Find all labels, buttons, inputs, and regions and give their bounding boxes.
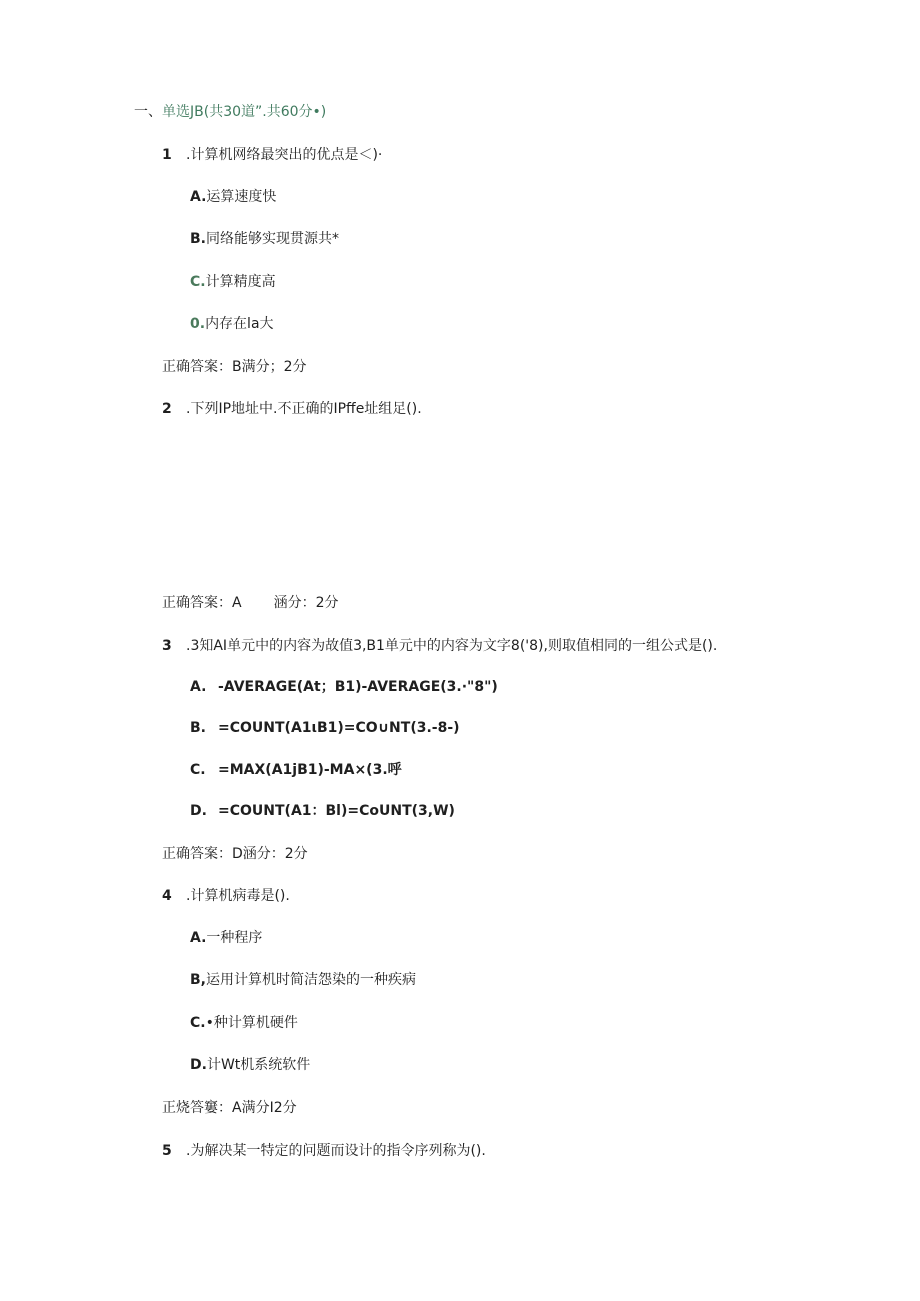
option-text: 计Wt机系统软件	[206, 1057, 311, 1073]
question-3-option-b	[190, 718, 460, 738]
option-text: -AVERAGE(At；B1)-AVERAGE(3.·"8")	[218, 679, 498, 695]
option-text: 计算精度高	[205, 274, 276, 290]
question-text: .计算机网络最突出的优点是＜)·	[186, 147, 383, 163]
question-4-option-d	[190, 1055, 310, 1075]
option-letter: A.	[190, 679, 207, 695]
section-prefix: 一、	[134, 104, 162, 120]
question-text: .下列IP地址中.不正确的IPffe址组足().	[186, 401, 422, 417]
question-number: 3	[162, 638, 172, 654]
option-letter: D.	[190, 1057, 207, 1073]
option-text: =COUNT(A1ιB1)=CO∪NT(3.-8-)	[218, 720, 460, 736]
answer-score: 涵分：2分	[273, 595, 339, 611]
question-number: 4	[162, 888, 172, 904]
question-4-option-c	[190, 1013, 298, 1033]
option-letter: C.	[190, 1015, 206, 1031]
option-text: 同络能够实现贯源共*	[206, 231, 339, 247]
option-letter: B.	[190, 720, 206, 736]
option-text: 内存在la大	[205, 316, 274, 332]
option-text: =MAX(A1jB1)-MA×(3.呼	[218, 762, 402, 778]
option-letter: B,	[190, 972, 206, 988]
question-3	[162, 636, 717, 656]
option-text: 一种程序	[206, 930, 263, 946]
question-1-option-c	[190, 272, 276, 292]
option-text: 运用计算机时简洁怨染的一种疾病	[206, 972, 416, 988]
option-text: 运算速度快	[206, 189, 277, 205]
question-1-answer: 正确答案：B满分；2分	[162, 359, 307, 375]
option-letter: 0.	[190, 316, 206, 332]
question-text: .计算机病毒是().	[186, 888, 290, 904]
option-letter: C.	[190, 762, 206, 778]
question-number: 5	[162, 1143, 172, 1159]
option-letter: A.	[190, 189, 207, 205]
question-1-option-d	[190, 314, 274, 334]
question-4-option-a	[190, 928, 262, 948]
option-text: =COUNT(A1：Bl)=CoUNT(3,W)	[218, 803, 455, 819]
option-letter: C.	[190, 274, 206, 290]
question-3-option-a	[190, 677, 498, 697]
question-5	[162, 1141, 486, 1161]
option-letter: A.	[190, 930, 207, 946]
question-3-option-d	[190, 801, 455, 821]
section-title: 单选JB(共30道”.共60分•)	[162, 104, 327, 120]
section-heading	[134, 102, 326, 122]
answer-label: 正确答案：A	[162, 595, 242, 611]
option-text: •种计算机硬件	[205, 1015, 298, 1031]
question-3-answer: 正确答案：D涵分：2分	[162, 846, 308, 862]
question-1	[162, 145, 382, 165]
question-3-option-c	[190, 760, 402, 780]
question-number: 2	[162, 401, 172, 417]
question-1-option-a	[190, 187, 276, 207]
option-letter: B.	[190, 231, 206, 247]
option-letter: D.	[190, 803, 207, 819]
question-4-option-b	[190, 970, 416, 990]
question-4-answer: 正烧答窶：A满分I2分	[162, 1100, 297, 1116]
question-2	[162, 399, 422, 419]
question-4	[162, 886, 290, 906]
question-text: .3知AI单元中的内容为故值3,B1单元中的内容为文字8('8),则取值相同的一组公式是().	[186, 638, 718, 654]
question-1-option-b	[190, 229, 339, 249]
question-text: .为解决某一特定的问题而设计的指令序列称为().	[186, 1143, 486, 1159]
question-2-answer	[162, 593, 339, 613]
question-number: 1	[162, 147, 172, 163]
